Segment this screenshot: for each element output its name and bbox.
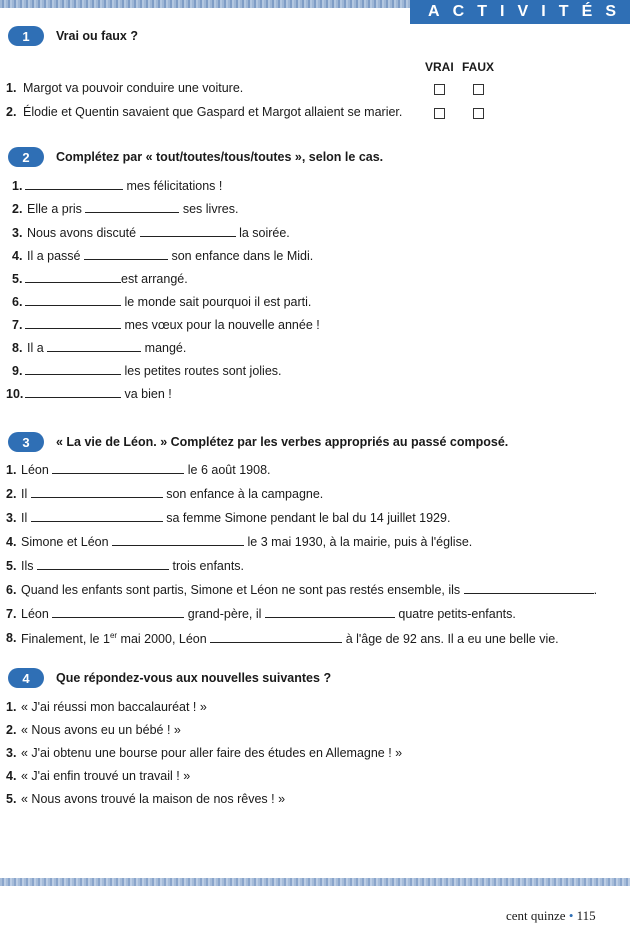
ex2-item-after: va bien ! [124,387,172,401]
banner-letter: É [581,3,593,20]
ex4-item-number: 1. [6,700,17,714]
banner-letter: I [500,3,505,20]
ex3-item-text: Léon [21,607,49,621]
ex2-item-after: la soirée. [239,226,290,240]
ex3-item-text: Léon [21,463,49,477]
ex2-item-after: mes vœux pour la nouvelle année ! [124,318,320,332]
ex3-item-text: trois enfants. [172,559,245,573]
ex2-item-number: 6. [12,295,23,309]
ex3-item-text: grand-père, il [187,607,262,621]
ex2-item-before: Il a [27,341,44,355]
ex3-item-number: 7. [6,607,17,621]
answer-blank[interactable] [140,226,236,237]
answer-blank[interactable] [265,607,395,618]
banner-letter: I [541,3,546,20]
ex2-item-number: 7. [12,318,23,332]
ex2-item-line [25,364,282,378]
exercise-3-title: « La vie de Léon. » Complétez par les verbes appropriés au passé composé. [56,435,509,449]
ex1-item-text: Élodie et Quentin savaient que Gaspard et Margot allaient se marier. [23,105,403,119]
ex3-item-line [21,559,244,573]
ex2-item-number: 1. [12,179,23,193]
answer-blank[interactable] [37,559,169,570]
answer-blank[interactable] [47,341,141,352]
ex3-item-text: le 6 août 1908. [187,463,271,477]
ex3-item-number: 1. [6,463,17,477]
ex3-item-text: Simone et Léon [21,535,109,549]
exercise-2-title: Complétez par « tout/toutes/tous/toutes », selon le cas. [56,150,384,164]
faux-checkbox-2[interactable] [473,108,484,119]
ex2-item-number: 4. [12,249,23,263]
ex4-item-number: 4. [6,769,17,783]
banner-letter: T [477,3,487,20]
ex2-item-after: mangé. [144,341,187,355]
answer-blank[interactable] [52,463,184,474]
ex2-item-after: les petites routes sont jolies. [124,364,282,378]
ex4-item-text: « Nous avons trouvé la maison de nos rêves ! » [21,792,286,806]
answer-blank[interactable] [25,318,121,329]
ex2-item-line [25,318,320,332]
page-footer [506,908,596,924]
ex3-item-text: Quand les enfants sont partis, Simone et Léon ne sont pas restés ensemble, ils [21,583,461,597]
ex3-item-text: Il [21,511,28,525]
activites-banner [410,0,630,24]
ex3-item-text: à l'âge de 92 ans. Il a eu une belle vie. [345,632,559,647]
answer-blank[interactable] [52,607,184,618]
ex2-item-number: 9. [12,364,23,378]
ex4-item-number: 2. [6,723,17,737]
exercise-2-badge: 2 [8,147,44,167]
ex2-item-after: est arrangé. [121,272,188,286]
ex3-item-text: mai 2000, Léon [117,632,207,647]
separator-dot: • [568,908,574,923]
exercise-4-badge: 4 [8,668,44,688]
answer-blank[interactable] [84,249,168,260]
ex3-item-number: 4. [6,535,17,549]
ex2-item-line [27,202,238,216]
ex4-item-text: « J'ai enfin trouvé un travail ! » [21,769,191,783]
ex3-item-text: quatre petits-enfants. [398,607,516,621]
banner-letter: V [517,3,529,20]
ex2-item-line [25,179,222,193]
ex2-item-number: 3. [12,226,23,240]
ex3-item-text: . [593,583,598,597]
exercise-1-badge: 1 [8,26,44,46]
ex4-item-number: 5. [6,792,17,806]
ex3-item-number: 6. [6,583,17,597]
banner-letter: S [605,3,616,20]
ex2-item-line [25,387,172,401]
banner-letter: C [452,3,465,20]
faux-checkbox-1[interactable] [473,84,484,95]
ex3-item-text: sa femme Simone pendant le bal du 14 juillet 1929. [166,511,451,525]
ex2-item-before: Nous avons discuté [27,226,137,240]
ex4-item-text: « J'ai réussi mon baccalauréat ! » [21,700,207,714]
ex2-item-line [27,226,290,240]
answer-blank[interactable] [464,583,594,594]
answer-blank[interactable] [25,295,121,306]
ex2-item-line [27,341,186,355]
ex1-item-number: 1. [6,81,17,95]
answer-blank[interactable] [25,272,121,283]
ex3-item-number: 8. [6,631,17,645]
answer-blank[interactable] [25,364,121,375]
banner-letter: T [558,3,569,20]
ex3-item-line [21,463,271,477]
ex4-item-text: « J'ai obtenu une bourse pour aller faire des études en Allemagne ! » [21,746,403,760]
exercise-3-badge: 3 [8,432,44,452]
ex2-item-before: Elle a pris [27,202,82,216]
answer-blank[interactable] [31,511,163,522]
ex2-item-line [25,272,188,286]
ex3-item-number: 3. [6,511,17,525]
ex2-item-line [27,249,313,263]
ex2-item-after: le monde sait pourquoi il est parti. [124,295,312,309]
answer-blank[interactable] [31,487,163,498]
ex3-item-number: 2. [6,487,17,501]
ex3-item-text: Finalement, le 1 [21,632,110,647]
ex3-item-text: Ils [21,559,34,573]
ex3-item-line [21,487,323,501]
page-number-words: cent quinze [506,908,566,923]
answer-blank[interactable] [85,202,179,213]
ex2-item-before: Il a passé [27,249,81,263]
ex1-item-number: 2. [6,105,17,119]
page-number: 115 [576,908,596,923]
ex2-item-after: son enfance dans le Midi. [171,249,314,263]
ex2-item-after: ses livres. [182,202,239,216]
ex3-item-line [21,511,450,525]
banner-letter: A [428,3,440,20]
ex2-item-number: 5. [12,272,23,286]
vrai-checkbox-1[interactable] [434,84,445,95]
ex3-item-line [21,607,516,621]
superscript: er [109,631,118,640]
vrai-column-header: VRAI [425,60,454,74]
answer-blank[interactable] [25,387,121,398]
ex2-item-number: 2. [12,202,23,216]
ex3-item-text: Il [21,487,28,501]
ex2-item-line [25,295,311,309]
ex2-item-after: mes félicitations ! [126,179,223,193]
ex1-item-text: Margot va pouvoir conduire une voiture. [23,81,244,95]
ex3-item-text: son enfance à la campagne. [166,487,324,501]
ex4-item-number: 3. [6,746,17,760]
answer-blank[interactable] [112,535,244,546]
ex3-item-line [21,631,559,646]
ex4-item-text: « Nous avons eu un bébé ! » [21,723,181,737]
bottom-decorative-band [0,878,630,886]
ex3-item-line [21,583,597,597]
faux-column-header: FAUX [462,60,495,74]
vrai-checkbox-2[interactable] [434,108,445,119]
ex3-item-line [21,535,472,549]
answer-blank[interactable] [25,179,123,190]
exercise-1-title: Vrai ou faux ? [56,29,138,43]
answer-blank[interactable] [210,632,342,643]
ex2-item-number: 8. [12,341,23,355]
ex2-item-number: 10. [6,387,24,401]
ex3-item-number: 5. [6,559,17,573]
ex3-item-text: le 3 mai 1930, à la mairie, puis à l'église. [247,535,473,549]
exercise-4-title: Que répondez-vous aux nouvelles suivantes ? [56,671,332,685]
